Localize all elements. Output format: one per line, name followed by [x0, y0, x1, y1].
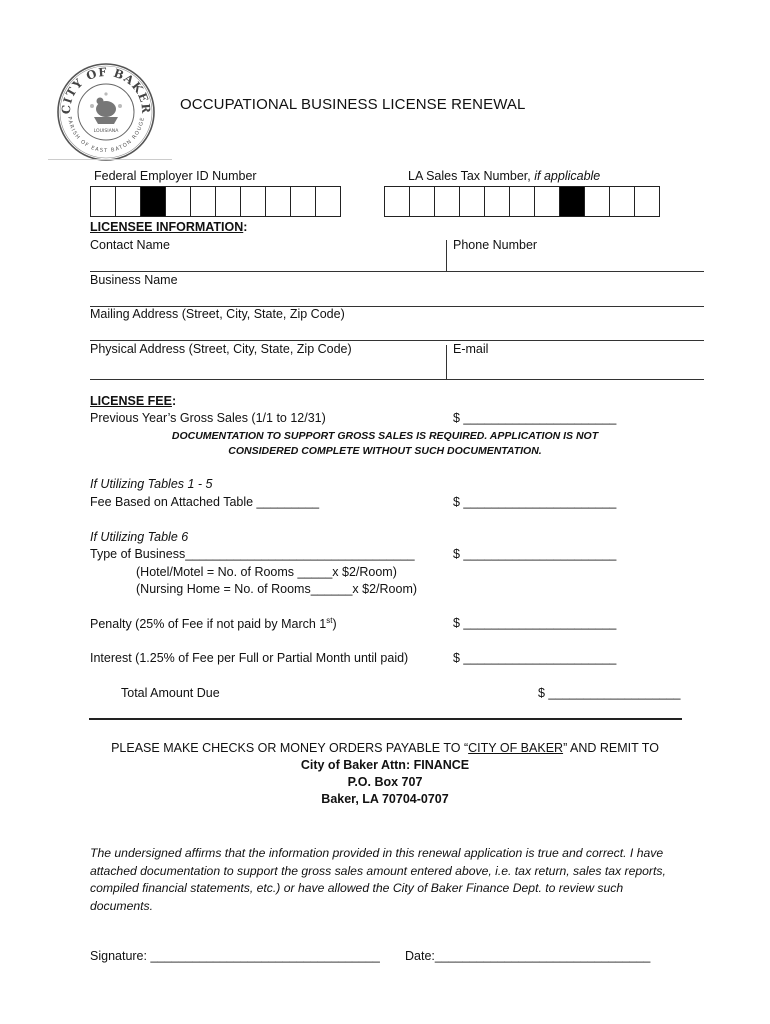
signature-field[interactable]: Signature: _________________________________: [90, 949, 380, 963]
interest-label: Interest (1.25% of Fee per Full or Partial Month until paid): [90, 651, 409, 665]
fein-digit-box[interactable]: [265, 186, 291, 217]
physical-address-label: Physical Address (Street, City, State, Zip Code): [90, 342, 352, 356]
documentation-notice-line1: DOCUMENTATION TO SUPPORT GROSS SALES IS REQUIRED. APPLICATION IS NOT: [171, 430, 599, 442]
sales-tax-digit-box[interactable]: [509, 186, 535, 217]
sales-tax-digit-box[interactable]: [459, 186, 485, 217]
type-of-business-label[interactable]: Type of Business_________________________________: [90, 547, 415, 561]
business-name-label: Business Name: [90, 273, 178, 287]
city-of-baker-seal: [56, 62, 156, 162]
fein-boxes[interactable]: [90, 186, 340, 217]
sales-tax-label: LA Sales Tax Number, if applicable: [408, 169, 601, 183]
remit-instructions: PLEASE MAKE CHECKS OR MONEY ORDERS PAYABLE TO “CITY OF BAKER” AND REMIT TO: [111, 741, 659, 755]
fein-digit-box[interactable]: [140, 186, 166, 217]
seal-inner-text: LOUISIANA: [93, 129, 119, 134]
seal-divider: [48, 159, 172, 160]
table-6-field[interactable]: $ ______________________: [453, 547, 617, 561]
sales-tax-digit-box[interactable]: [434, 186, 460, 217]
license-fee-heading: LICENSE FEE:: [90, 394, 177, 408]
table-6-heading: If Utilizing Table 6: [90, 530, 189, 544]
sales-tax-boxes[interactable]: [384, 186, 659, 217]
tables-1-5-label[interactable]: Fee Based on Attached Table _________: [90, 495, 320, 509]
fein-digit-box[interactable]: [290, 186, 316, 217]
affirmation-text: The undersigned affirms that the information provided in this renewal application is true and correct. I have attached documentation to support the gross sales amount entered above, i.e. tax return, sales tax reports, compiled financial statements, etc.) or have allowed the City of Baker Finance Dept. to review such documents.: [90, 846, 666, 913]
mailing-address-field[interactable]: [90, 340, 704, 341]
address-email-divider: [446, 345, 447, 379]
sales-tax-digit-box[interactable]: [634, 186, 660, 217]
email-label: E-mail: [453, 342, 489, 356]
fein-label: Federal Employer ID Number: [94, 169, 257, 183]
contact-name-field[interactable]: [90, 271, 704, 272]
fein-digit-box[interactable]: [90, 186, 116, 217]
documentation-notice-line2: CONSIDERED COMPLETE WITHOUT SUCH DOCUMENTATION.: [228, 445, 542, 457]
licensee-heading: LICENSEE INFORMATION:: [90, 220, 248, 234]
sales-tax-digit-box[interactable]: [559, 186, 585, 217]
sales-tax-digit-box[interactable]: [534, 186, 560, 217]
total-amount-field[interactable]: $ ___________________: [538, 686, 681, 700]
sales-tax-digit-box[interactable]: [409, 186, 435, 217]
tables-1-5-field[interactable]: $ ______________________: [453, 495, 617, 509]
hotel-rooms-line[interactable]: (Hotel/Motel = No. of Rooms _____x $2/Room): [136, 565, 397, 579]
fein-digit-box[interactable]: [215, 186, 241, 217]
fein-digit-box[interactable]: [165, 186, 191, 217]
fein-digit-box[interactable]: [190, 186, 216, 217]
penalty-label: Penalty (25% of Fee if not paid by March 1st): [90, 616, 337, 632]
seal-top-text: CITY OF BAKER: [58, 64, 154, 115]
total-amount-label: Total Amount Due: [121, 686, 220, 700]
date-field[interactable]: Date:_______________________________: [405, 949, 651, 963]
sales-tax-digit-box[interactable]: [384, 186, 410, 217]
fein-digit-box[interactable]: [240, 186, 266, 217]
contact-name-label: Contact Name: [90, 238, 170, 252]
gross-sales-label: Previous Year’s Gross Sales (1/1 to 12/31): [90, 411, 326, 425]
form-title: OCCUPATIONAL BUSINESS LICENSE RENEWAL: [180, 96, 526, 113]
remit-attn: City of Baker Attn: FINANCE: [300, 758, 470, 772]
phone-number-label: Phone Number: [453, 238, 538, 252]
remit-po-box: P.O. Box 707: [347, 775, 423, 789]
contact-phone-divider: [446, 240, 447, 272]
tables-1-5-heading: If Utilizing Tables 1 - 5: [90, 477, 213, 491]
fein-digit-box[interactable]: [315, 186, 341, 217]
gross-sales-field[interactable]: $ ______________________: [453, 411, 617, 425]
sales-tax-digit-box[interactable]: [484, 186, 510, 217]
total-divider: [89, 718, 682, 720]
mailing-address-label: Mailing Address (Street, City, State, Zip Code): [90, 307, 345, 321]
interest-field[interactable]: $ ______________________: [453, 651, 617, 665]
remit-city: Baker, LA 70704-0707: [321, 792, 449, 806]
penalty-field[interactable]: $ ______________________: [453, 616, 617, 630]
seal-bottom-text: PARISH OF EAST BATON ROUGE: [66, 116, 146, 155]
fein-digit-box[interactable]: [115, 186, 141, 217]
sales-tax-digit-box[interactable]: [609, 186, 635, 217]
sales-tax-digit-box[interactable]: [584, 186, 610, 217]
physical-address-field[interactable]: [90, 379, 704, 380]
nursing-home-rooms-line[interactable]: (Nursing Home = No. of Rooms______x $2/Room): [136, 582, 418, 596]
